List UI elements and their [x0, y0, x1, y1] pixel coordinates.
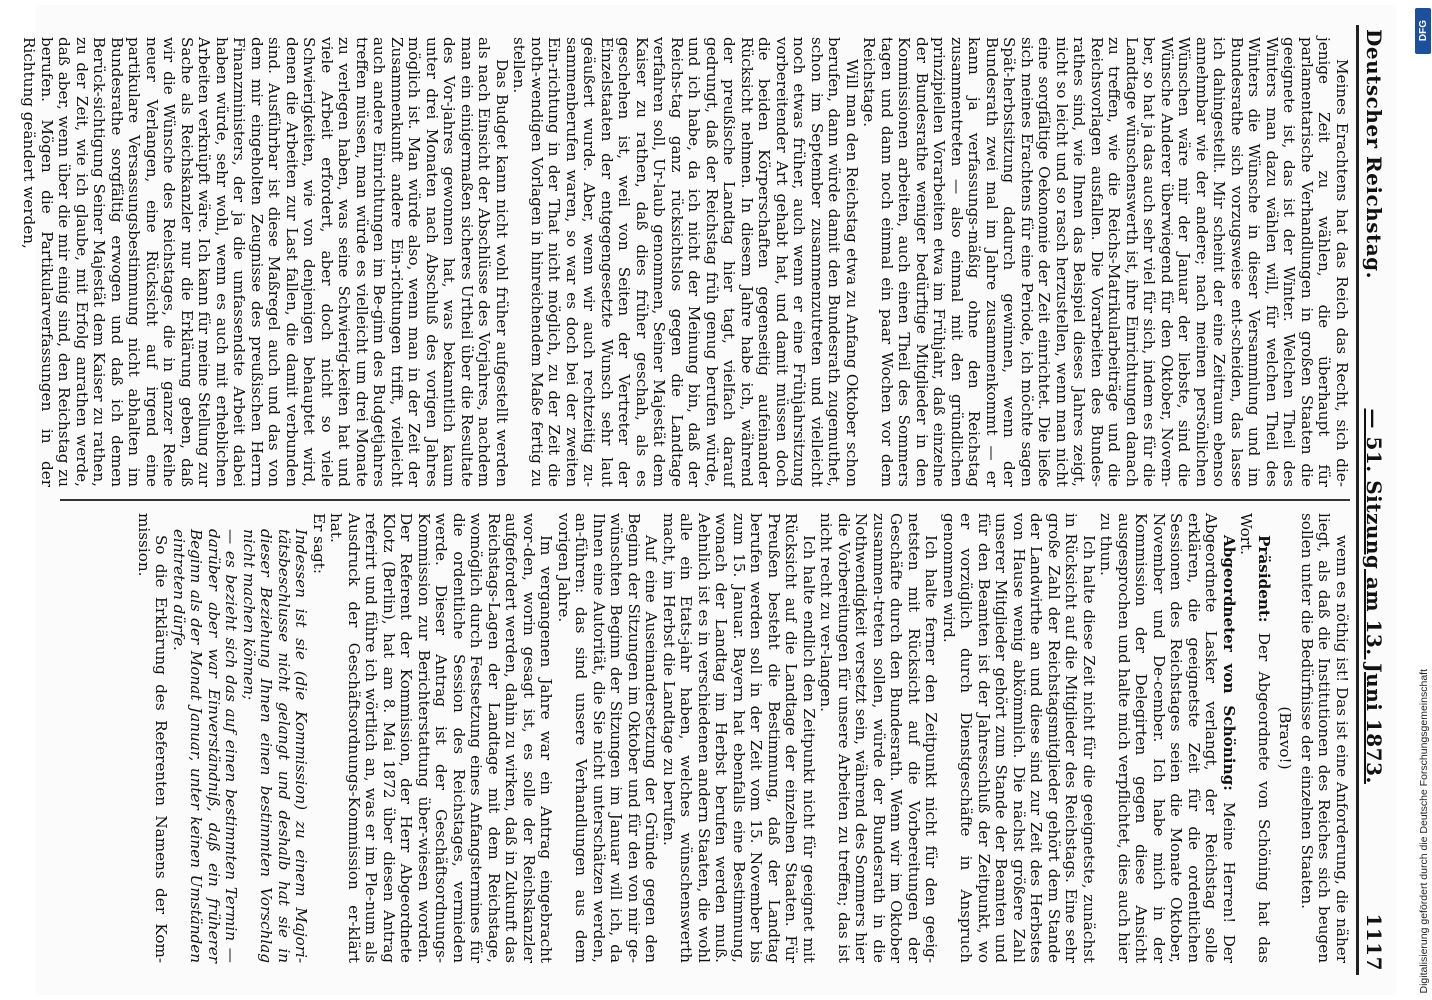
paragraph: Ich halte ferner den Zeitpunkt nicht für den geeig-netsten mit Rücksicht auf die Vorbereitungen der Geschäfte durch den Bundesrath. Wenn wir im Oktober zusammen-treten sollen, würde der Bundesrath in die Nothwendigkeit versetzt sein, während des Sommers hier die Vorbereitungen für unsere Arbeiten zu treffen; das ist nicht recht zu ver-langen.: [817, 513, 941, 963]
running-title: Deutscher Reichstag.: [1362, 29, 1386, 280]
scanned-page: [20, 5, 1396, 995]
paragraph: Ich halte diese Zeit nicht für die geeignetste, zunächst in Rücksicht auf die Mitglieder des Reichstags. Eine sehr große Zahl der Reichstagsmitglieder gehört dem Stande der Landwirthe an und diese sind zur Zeit des Herbstes von Hause wenig abkömmlich. Die nächst größere Zahl unserer Mitglieder gehört zum Stande der Beamten und für den Beamten ist der Jahresschluß der Zeitpunkt, wo er vorzüglich durch Dienstgeschäfte in Anspruch genommen wird.: [940, 513, 1098, 963]
quote-intro: Er sagt:: [310, 513, 328, 574]
session-title: — 51. Sitzung am 13. Juni 1873.: [1362, 408, 1386, 784]
dfg-logo: DFG: [1415, 8, 1431, 54]
paragraph: Auf eine Auseinandersetzung der Gründe gegen den Beginn der Sitzungen im Oktober und für den von mir ge-wünschten Beginn der Sitzungen im Januar will ich, da Ihnen eine Autorität, die Sie nicht unterschätzen werden, an-führen: das sind unsere Verhandlungen aus dem vorigen Jahre.: [555, 513, 661, 963]
speaker-paragraph: [1097, 513, 1237, 963]
paragraph: Will man den Reichstag etwa zu Anfang Oktober schon berufen, dann würde damit den Bundesrath zugemuthet, schon im September zusammenzutreten und vielleicht noch etwas früher, auch wenn er eine Frühjahrsitzung vorbereitender Art gehabt hat, und damit müssen doch die beiden Körperschaften gegenseitig aufeinander Rücksicht nehmen. In diesem Jahre habe ich, während der preußische Landtag hier tagt, vielfach darauf gedrungt, daß der Reichstag früh genug berufen würde, und ich habe, da ich nicht der Meinung bin, daß der Reichs-tag ganz rücksichtslos gegen die Landtage verfahren soll, Ur-laub genommen, Seiner Majestät dem Kaiser zu rathen, daß dies früher geschah, als es geschehen ist, weil von Seiten der Vertreter der Einzelstaaten der entgegengesetzte Wunsch sehr laut geäußert wurde. Aber, wenn wir auch rechtzeitig zu-sammenberufen waren, so war es doch bei der zweiten Ein-richtung in der That nicht möglich, zu der Zeit die noth-wendigen Vorlagen in hinreichendem Maße fertig zu stellen.: [510, 37, 861, 487]
page-number: 1117: [1362, 913, 1386, 971]
paragraph: Im vergangenen Jahre war ein Antrag eingebracht wor-den, worin gesagt ist, es solle der Reichskanzler aufgefordert werden, dahin zu wirken, daß in Zukunft das Reichstags-Lagen der Landtage mit dem Reichstage, womöglich durch Festsetzung eines Anfangstermines für die ordentliche Session des Reichstages, vermieden werde. Dieser Antrag ist der Geschäftsordnungs-Kommission zur Berichterstattung über-wiesen worden. Der Referent der Kommission, der Herr Abgeordnete Klotz (Berlin), hat am 8. Mai 1872 über diesen Antrag referirt und führe ich wörtlich an, was er im Ple-num als Ausdruck der Geschäftsordnungs-Kommission er-klärt hat.: [327, 513, 556, 963]
speaker-paragraph: [1237, 513, 1272, 963]
paragraph: wenn es nöthig ist! Das ist eine Anforderung, die näher liegt, als daß die Institutionen des Reiches sich beugen sollen unter die Bedürfnisse der einzelnen Staaten.: [1298, 513, 1351, 963]
digitization-credit: [1412, 0, 1430, 1000]
left-column: [20, 25, 1351, 501]
quotation: — es bezieht sich das auf einen bestimmten Termin — darüber aber war Einverständniß, daß ein früherer Beginn als der Monat Januar, unter keinen Umständen eintreten dürfe.: [170, 529, 241, 963]
speech-text: Meine Herren! Der Abgeordnete Lasker verlangt, der Reichstag solle erklären, die geeignetste Zeit für die ordentlichen Sessionen des Reichstages seien die Monate Oktober, November und De-cember. Ich habe mich in der Kommission der Delegirten gegen diese Ansicht ausgesprochen und halte mich verpflichtet, dies auch hier zu thun.: [1097, 513, 1238, 964]
digitization-note: Digitalisierung gefördert durch die Deutsche Forschungsgemeinschaft: [1418, 669, 1430, 994]
paragraph: So die Erklärung des Referenten Namens der Kom-mission.: [135, 513, 171, 963]
quotation: Indessen ist sie (die Kommission) zu einem Majori-tätsbeschlusse nicht gelangt und deshalb hat sie in dieser Beziehung Ihnen einen bestimmten Vorschlag nicht machen können;: [240, 529, 311, 963]
applause-note: (Bravo!): [1276, 706, 1295, 770]
paragraph: Meines Erachtens hat das Reich das Recht, sich die-jenige Zeit zu wählen, die überhaupt für parlamentarische Verhandlungen in großen Staaten die geeignete ist, das ist der Winter. Welchen Theil des Winters man dazu wählen will, für welchen Theil des Winters die Wünsche in dieser Versammlung und im Bundesrathe sich vorzugsweise ent-scheiden, das lasse ich dahingestellt. Mir scheint der eine Zeitraum ebenso annehmbar wie der andere; nach meinen persönlichen Wünschen wäre mir der Januar der liebste, sind die Wünsche Anderer überwiegend für den Oktober, Novem-ber, so hat ja das auch sehr viel für sich, indem es für die Landtage wünschenswerth ist, ihre Einrichtungen danach zu treffen, wie die Reichs-Matrikularbeiträge und die Reichsvorlagen ausfallen. Die Vorarbeiten des Bundes-rathes sind, wie Ihnen das Beispiel dieses Jahres zeigt, nicht so leicht und so rasch herzustellen, wenn man nicht eine sorgfältige Oekonomie der Zeit einrichtet. Die ließe sich meines Erachtens für eine Periode, ich möchte sagen Spät-herbstsitzung dadurch gewinnen, wenn der Bundesrath zwei mal im Jahre zusammenkommt — er kann ja verfassungs-mäßig ohne den Reichstag zusammentreten — also einmal mit den gründlichen prinzipiellen Vorarbeiten etwa im Frühjahr, daß einzelne der Bundesrathe weniger bedürftige Mitglieder in den Kommissionen arbeiten, auch einen Theil des Sommers tagen und dann noch einmal ein paar Wochen vor dem Reichstage.: [860, 37, 1351, 487]
paragraph: Das Budget kann nicht wohl früher aufgestellt werden als nach Einsicht der Abschlüsse des Vorjahres, nachdem man ein einigermaßen sicheres Urtheil über die Resultate des Vor-jahres gewonnen hat, was bekanntlich kaum unter drei Monaten nach Abschluß des vorigen Jahres möglich ist. Man würde also, wenn man in der Zeit der Zusammenkunft andere Ein-richtungen trifft, vielleicht auch andere Einrichtungen im Be-ginn des Budgetjahres treffen müssen, man würde es vielleicht um drei Monate zu verlegen haben, was seine Schwierig-keiten hat und viele Arbeit erfordert, aber doch nicht so viele Schwierigkeiten, wie von denjenigen behauptet wird, denen die Arbeiten zur Last fallen, die damit verbunden sind. Ausführbar ist diese Maßregel auch und das von dem mir eingeholten Zeugnisse des preußischen Herrn Finanzministers, der ja die umfassendste Arbeit dabei haben würde, sehr wohl, wenn es auch mit erheblichen Arbeiten verknüpft wäre. Ich kann für meine Stellung zur Sache als Reichskanzler nur die Erklärung geben, daß wir die Wünsche des Reichstages, die in ganzer Reihe neuer Verlangen, eine Rücksicht auf irgend eine partikulare Versassungsbestimmung nicht abhalten im Bundesrathe sorgfältig erwogen und daß ich demen Berück-sichtigung Seiner Majestät dem Kaiser zu rathen, zu der Zeit, wie ich glaube, mit Erfolg anrathen werde, daß aber, wenn über die mir einig sind, den Reichstag zu berufen. Mögen die Partikularverfassungen in der Richtung geändert werden,: [20, 37, 511, 487]
speaker-name: Präsident:: [1255, 535, 1273, 623]
page-header: [1356, 25, 1386, 975]
speech-text: Der Abgeordnete von Schöning hat das Wort.: [1237, 513, 1273, 963]
right-column: [60, 501, 1350, 975]
speaker-name: Abgeordneter von Schöning:: [1220, 535, 1238, 791]
paragraph: Ich halte endlich den Zeitpunkt nicht für geeignet mit Rücksicht auf die Landtage der einzelnen Staaten. Für Preußen besteht die Bestimmung, daß der Landtag berufen werden soll in der Zeit vom 15. November bis zum 15. Januar. Bayern hat ebenfalls eine Bestimmung, wonach der Landtag im Herbst berufen werden muß. Aehnlich ist es in verschiedenen andern Staaten, die wohl alle ein Etats-jahr haben, welches wünschenswerth macht, im Herbst die Landtage zu berufen.: [660, 513, 818, 963]
text-columns: [20, 25, 1351, 975]
